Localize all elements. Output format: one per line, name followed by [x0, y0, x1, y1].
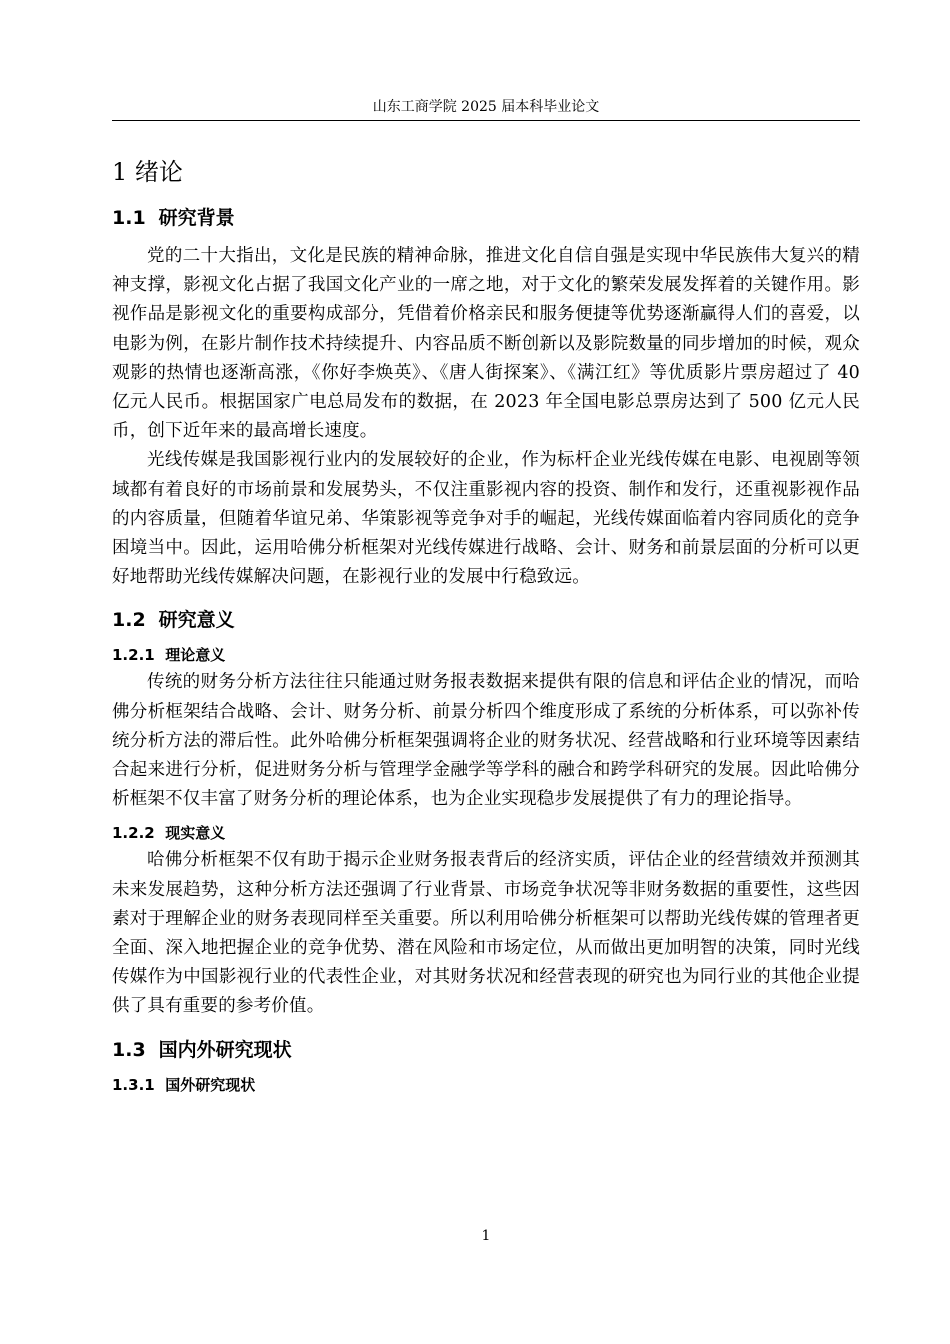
subsection-title-text: 国外研究现状 — [165, 1075, 256, 1094]
paragraph: 光线传媒是我国影视行业内的发展较好的企业，作为标杆企业光线传媒在电影、电视剧等领域都有着良好的市场前景和发展势头，不仅注重影视内容的投资、制作和发行，还重视影视作品的内容质量，但随着华谊兄弟、华策影视等竞争对手的崛起，光线传媒面临着内容同质化的竞争困境当中。因此，运用哈佛分析框架对光线传媒进行战略、会计、财务和前景层面的分析可以更好地帮助光线传媒解决问题，在影视行业的发展中行稳致远。 — [112, 450, 860, 588]
section-title-text: 研究背景 — [158, 207, 235, 229]
subsection-title-1-2-2 — [112, 822, 860, 844]
subsection-title-text: 现实意义 — [165, 824, 226, 843]
chapter-title — [112, 154, 860, 190]
subsection-number: 1.3.1 — [112, 1075, 155, 1094]
paragraph: 党的二十大指出，文化是民族的精神命脉，推进文化自信自强是实现中华民族伟大复兴的精神支撑，影视文化占据了我国文化产业的一席之地，对于文化的繁荣发展发挥着的关键作用。影视作品是影视文化的重要构成部分，凭借着价格亲民和服务便捷等优势逐渐赢得人们的喜爱，以电影为例，在影片制作技术持续提升、内容品质不断创新以及影院数量的同步增加的时候，观众观影的热情也逐渐高涨，《你好李焕英》、《唐人街探案》、《满江红》等优质影片票房超过了 40 亿元人民币。根据国家广电总局发布的数据，在 2023 年全国电影总票房达到了 500 亿元人民币，创下近年来的最高增长速度。 — [112, 246, 860, 442]
subsection-title-1-3-1 — [112, 1074, 860, 1096]
paragraph: 传统的财务分析方法往往只能通过财务报表数据来提供有限的信息和评估企业的情况，而哈佛分析框架结合战略、会计、财务分析、前景分析四个维度形成了系统的分析体系，可以弥补传统分析方法的滞后性。此外哈佛分析框架强调将企业的财务状况、经营战略和行业环境等因素结合起来进行分析，促进财务分析与管理学金融学等学科的融合和跨学科研究的发展。因此哈佛分析框架不仅丰富了财务分析的理论体系，也为企业实现稳步发展提供了有力的理论指导。 — [112, 672, 860, 810]
subsection-title-text: 理论意义 — [165, 646, 226, 665]
page-content — [112, 150, 860, 1098]
subsection-title-1-2-1 — [112, 644, 860, 666]
page-number: 1 — [481, 1228, 491, 1244]
section-title-1-2 — [112, 606, 860, 634]
subsection-number: 1.2.1 — [112, 646, 155, 665]
header-rule — [112, 120, 860, 121]
chapter-number: 1 — [112, 158, 128, 186]
section-number: 1.1 — [112, 207, 146, 229]
section-number: 1.2 — [112, 609, 146, 632]
section-title-text: 研究意义 — [158, 609, 235, 632]
subsection-number: 1.2.2 — [112, 824, 155, 843]
section-number: 1.3 — [112, 1038, 146, 1061]
chapter-title-text: 绪论 — [134, 158, 183, 186]
section-title-1-1 — [112, 204, 860, 232]
running-header: 山东工商学院 2025 届本科毕业论文 — [372, 99, 600, 115]
section-title-1-3 — [112, 1036, 860, 1064]
paragraph: 哈佛分析框架不仅有助于揭示企业财务报表背后的经济实质，评估企业的经营绩效并预测其未来发展趋势，这种分析方法还强调了行业背景、市场竞争状况等非财务数据的重要性，这些因素对于理解企业的财务表现同样至关重要。所以利用哈佛分析框架可以帮助光线传媒的管理者更全面、深入地把握企业的竞争优势、潜在风险和市场定位，从而做出更加明智的决策，同时光线传媒作为中国影视行业的代表性企业，对其财务状况和经营表现的研究也为同行业的其他企业提供了具有重要的参考价值。 — [112, 850, 860, 1017]
section-title-text: 国内外研究现状 — [158, 1038, 292, 1061]
